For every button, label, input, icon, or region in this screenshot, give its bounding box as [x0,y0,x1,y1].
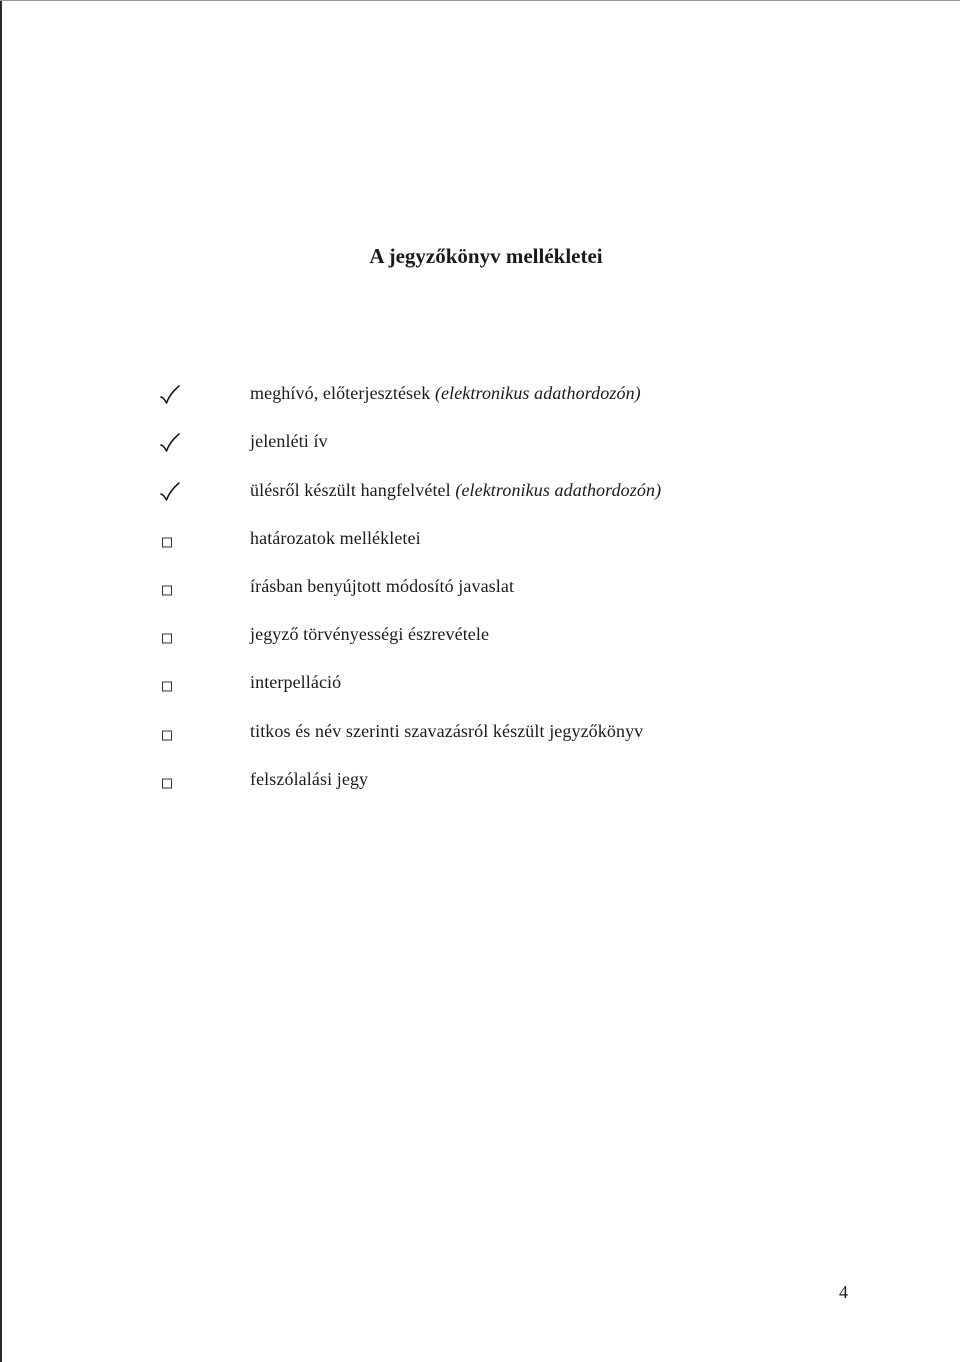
checkmark-icon [160,385,182,407]
list-item [0,381,960,411]
list-item [0,429,960,459]
list-item-label: meghívó, előterjesztések (elektronikus adathordozón) [250,383,641,403]
list-item [0,574,960,604]
checkmark-icon [160,482,182,504]
checkbox-empty-icon [160,771,182,793]
list-item-label: jegyző törvényességi észrevétele [250,624,490,644]
list-item [0,767,960,797]
list-item-label: titkos és név szerinti szavazásról készült jegyzőkönyv [250,721,644,741]
page-number: 4 [839,1282,848,1302]
checkbox-empty-icon [160,578,182,600]
list-item [0,526,960,556]
checkbox-empty-icon [160,723,182,745]
list-item-label: jelenléti ív [250,431,328,451]
list-item-label: határozatok mellékletei [250,528,421,548]
checkbox-empty-icon [160,626,182,648]
list-item [0,478,960,508]
checkmark-icon [160,433,182,455]
list-item-label: interpelláció [250,672,342,692]
list-item [0,719,960,749]
list-item-label: felszólalási jegy [250,769,369,789]
checkbox-empty-icon [160,530,182,552]
page-title: A jegyzőkönyv mellékletei [369,244,603,268]
list-item-label: írásban benyújtott módosító javaslat [250,576,515,596]
list-item-label: ülésről készült hangfelvétel (elektronikus adathordozón) [250,480,662,500]
checkbox-empty-icon [160,674,182,696]
list-item [0,622,960,652]
scan-edge-top [0,0,960,1]
list-item [0,670,960,700]
